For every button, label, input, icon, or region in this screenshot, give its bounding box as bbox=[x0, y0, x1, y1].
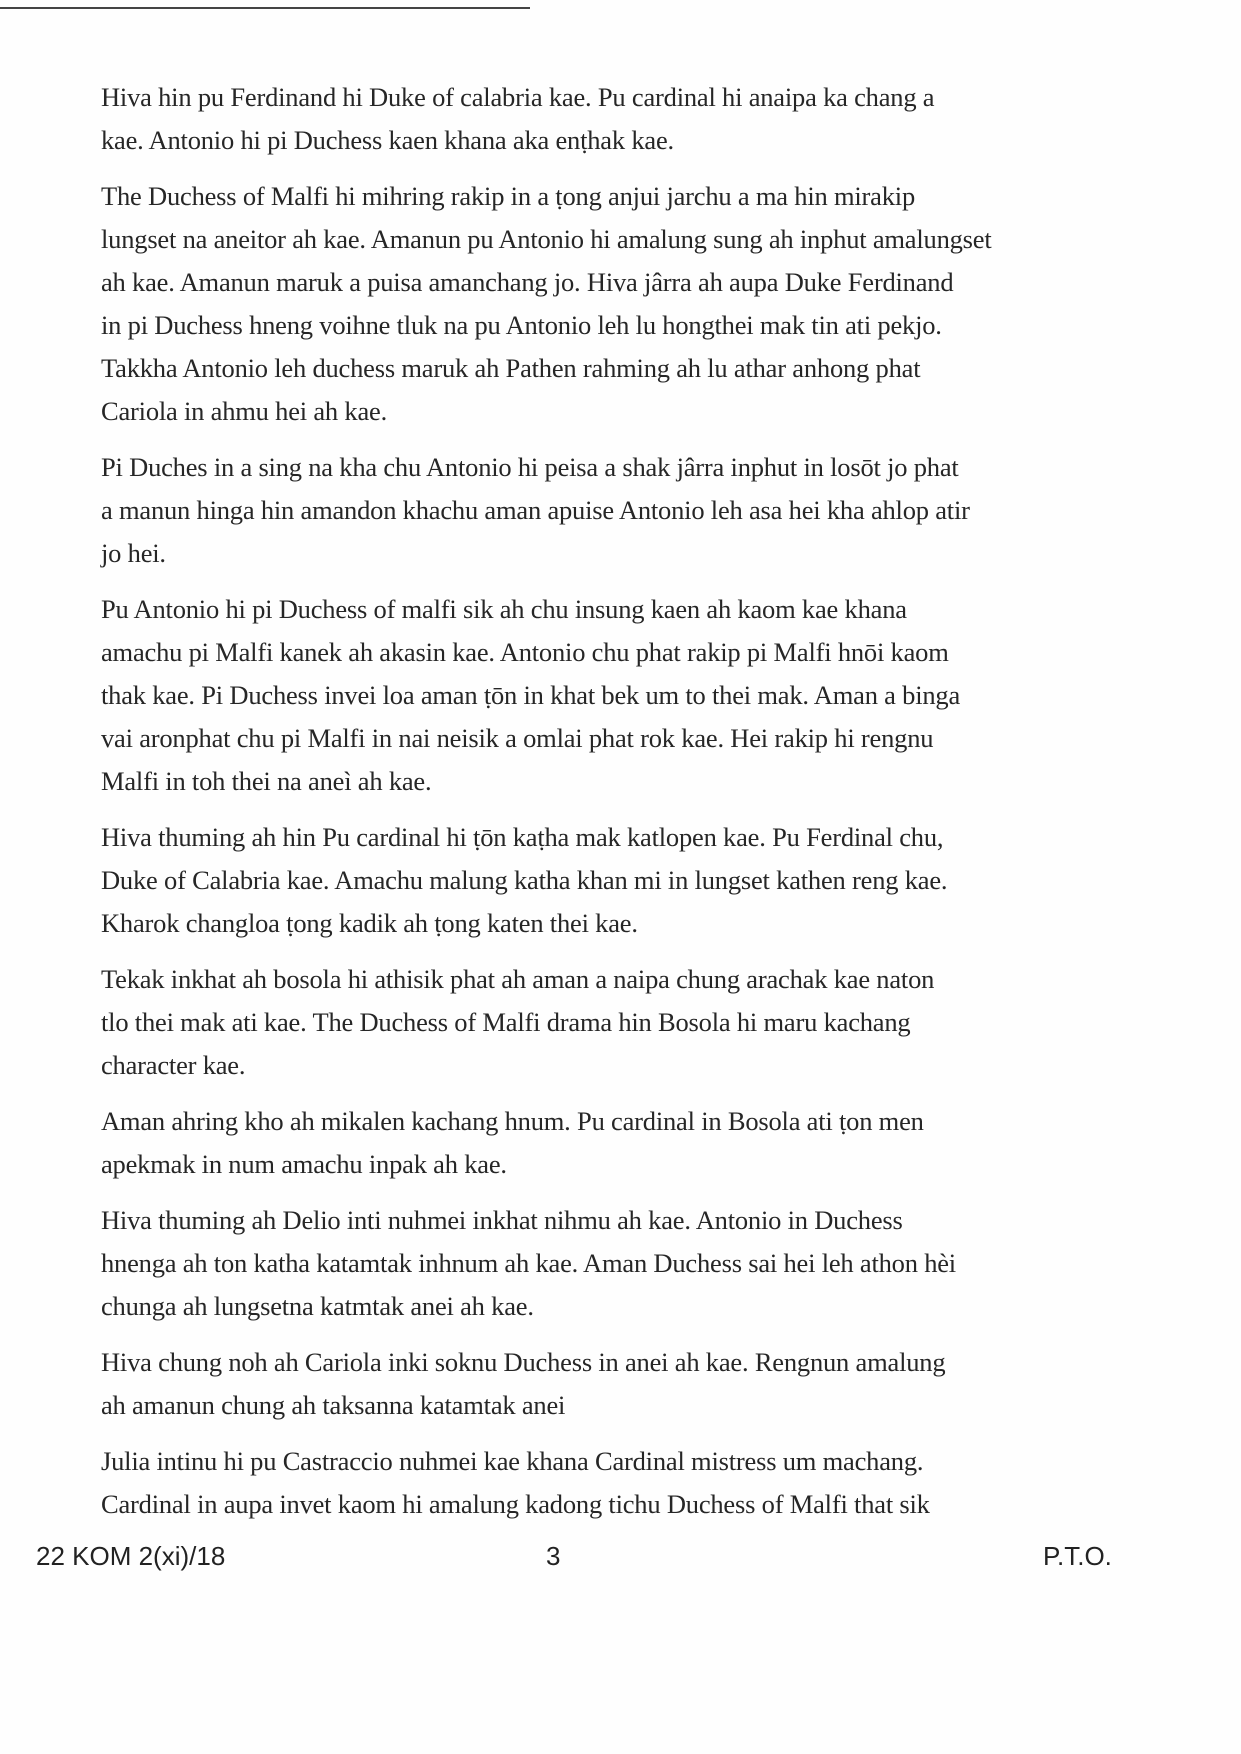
text-line: Duke of Calabria kae. Amachu malung katha khan mi in lungset kathen reng kae. bbox=[101, 865, 948, 895]
text-line: amachu pi Malfi kanek ah akasin kae. Antonio chu phat rakip pi Malfi hnōi kaom bbox=[101, 637, 949, 667]
text-line: Hiva chung noh ah Cariola inki soknu Duchess in anei ah kae. Rengnun amalung bbox=[101, 1347, 946, 1377]
text-line: character kae. bbox=[101, 1050, 246, 1080]
text-line: Hiva thuming ah Delio inti nuhmei inkhat nihmu ah kae. Antonio in Duchess bbox=[101, 1205, 903, 1235]
text-line: thak kae. Pi Duchess invei loa aman ṭōn in khat bek um to thei mak. Aman a binga bbox=[101, 680, 961, 710]
text-line: lungset na aneitor ah kae. Amanun pu Antonio hi amalung sung ah inphut amalungset bbox=[101, 224, 992, 254]
text-line: chunga ah lungsetna katmtak anei ah kae. bbox=[101, 1291, 534, 1321]
paragraph bbox=[101, 1341, 1111, 1427]
text-line: Cariola in ahmu hei ah kae. bbox=[101, 396, 387, 426]
paragraph bbox=[101, 958, 1111, 1087]
paragraph bbox=[101, 1199, 1111, 1328]
top-rule bbox=[0, 7, 530, 9]
text-line: Malfi in toh thei na aneì ah kae. bbox=[101, 766, 432, 796]
text-line: apekmak in num amachu inpak ah kae. bbox=[101, 1149, 507, 1179]
paragraph bbox=[101, 175, 1111, 433]
page-footer bbox=[0, 1541, 1241, 1581]
text-line: a manun hinga hin amandon khachu aman apuise Antonio leh asa hei kha ahlop atir bbox=[101, 495, 970, 525]
text-line: jo hei. bbox=[101, 538, 166, 568]
paragraph bbox=[101, 1100, 1111, 1186]
text-line: ah kae. Amanun maruk a puisa amanchang jo. Hiva jârra ah aupa Duke Ferdinand bbox=[101, 267, 954, 297]
text-line: Cardinal in aupa invet kaom hi amalung kadong tichu Duchess of Malfi that sik bbox=[101, 1489, 930, 1519]
text-line: ah amanun chung ah taksanna katamtak anei bbox=[101, 1390, 566, 1420]
paper-code: 22 KOM 2(xi)/18 bbox=[36, 1541, 226, 1571]
text-line: Kharok changloa ṭong kadik ah ṭong katen thei kae. bbox=[101, 908, 638, 938]
text-line: Julia intinu hi pu Castraccio nuhmei kae khana Cardinal mistress um machang. bbox=[101, 1446, 924, 1476]
text-line: tlo thei mak ati kae. The Duchess of Malfi drama hin Bosola hi maru kachang bbox=[101, 1007, 911, 1037]
text-line: Hiva thuming ah hin Pu cardinal hi ṭōn kaṭha mak katlopen kae. Pu Ferdinal chu, bbox=[101, 822, 944, 852]
text-line: Pu Antonio hi pi Duchess of malfi sik ah chu insung kaen ah kaom kae khana bbox=[101, 594, 907, 624]
text-line: Takkha Antonio leh duchess maruk ah Pathen rahming ah lu athar anhong phat bbox=[101, 353, 921, 383]
paragraph bbox=[101, 446, 1111, 575]
paragraph bbox=[101, 588, 1111, 803]
body-text bbox=[101, 76, 1111, 1539]
page-number: 3 bbox=[546, 1541, 561, 1571]
text-line: Tekak inkhat ah bosola hi athisik phat ah aman a naipa chung arachak kae naton bbox=[101, 964, 935, 994]
paragraph bbox=[101, 76, 1111, 162]
text-line: Aman ahring kho ah mikalen kachang hnum. Pu cardinal in Bosola ati ṭon men bbox=[101, 1106, 924, 1136]
text-line: vai aronphat chu pi Malfi in nai neisik a omlai phat rok kae. Hei rakip hi rengnu bbox=[101, 723, 934, 753]
text-line: in pi Duchess hneng voihne tluk na pu Antonio leh lu hongthei mak tin ati pekjo. bbox=[101, 310, 942, 340]
text-line: hnenga ah ton katha katamtak inhnum ah kae. Aman Duchess sai hei leh athon hèi bbox=[101, 1248, 956, 1278]
please-turn-over: P.T.O. bbox=[1043, 1541, 1112, 1571]
text-line: kae. Antonio hi pi Duchess kaen khana aka enṭhak kae. bbox=[101, 125, 674, 155]
paragraph bbox=[101, 816, 1111, 945]
text-line: The Duchess of Malfi hi mihring rakip in a ṭong anjui jarchu a ma hin mirakip bbox=[101, 181, 915, 211]
text-line: Hiva hin pu Ferdinand hi Duke of calabria kae. Pu cardinal hi anaipa ka chang a bbox=[101, 82, 935, 112]
paragraph bbox=[101, 1440, 1111, 1526]
text-line: Pi Duches in a sing na kha chu Antonio hi peisa a shak jârra inphut in losōt jo phat bbox=[101, 452, 959, 482]
